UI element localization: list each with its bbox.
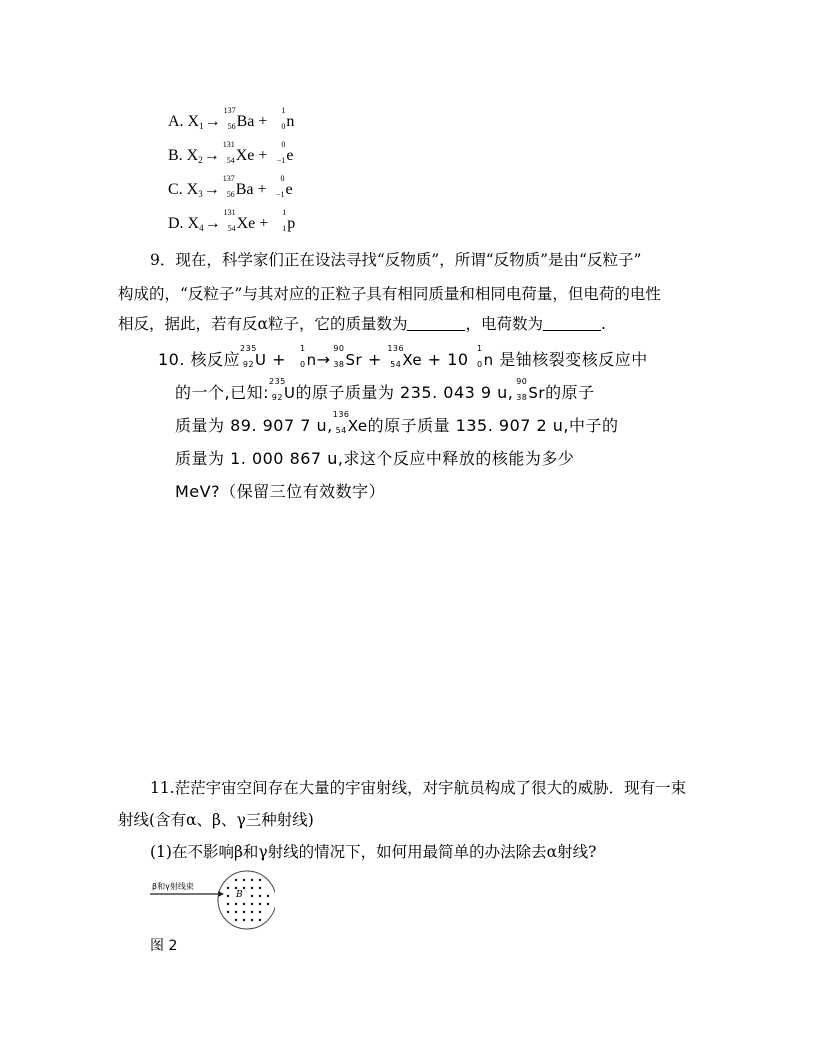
field-dot bbox=[235, 887, 237, 889]
q9-line2: 构成的，“反粒子”与其对应的正粒子具有相同质量和相同电荷量，但电荷的电性 bbox=[118, 285, 661, 303]
option-c: C. X3→ 137 56 Ba + 0 −1 e bbox=[168, 174, 293, 199]
field-dot bbox=[259, 887, 261, 889]
field-dot bbox=[227, 895, 229, 897]
option-a: A. X1→ 137 56 Ba + 1 0 n bbox=[168, 106, 295, 131]
field-dot bbox=[259, 919, 261, 921]
field-region-circle bbox=[218, 871, 275, 929]
field-dot bbox=[243, 911, 245, 913]
field-dot bbox=[227, 911, 229, 913]
q9-line3: 相反，据此，若有反α粒子，它的质量数为 ，电荷数为 . bbox=[118, 315, 606, 333]
beam-label: β和γ射线束 bbox=[152, 882, 194, 891]
q10-line3: 质量为 89. 907 7 u, 136 54 Xe的原子质量 135. 907 2 u,中子的 bbox=[175, 410, 619, 435]
field-dot bbox=[259, 911, 261, 913]
beam-arrow-icon bbox=[218, 891, 224, 897]
field-dot bbox=[251, 887, 253, 889]
field-dot bbox=[235, 919, 237, 921]
charge-number-blank[interactable] bbox=[543, 316, 601, 331]
field-dot bbox=[235, 879, 237, 881]
field-dot bbox=[267, 903, 269, 905]
field-dot bbox=[259, 895, 261, 897]
q9-line1: 9．现在，科学家们正在设法寻找“反物质”，所谓“反物质”是由“反粒子” bbox=[150, 251, 642, 269]
field-dot bbox=[267, 895, 269, 897]
q11-line3: (1)在不影响β和γ射线的情况下，如何用最简单的办法除去α射线? bbox=[150, 843, 597, 861]
field-dot bbox=[251, 911, 253, 913]
field-dot bbox=[251, 903, 253, 905]
magnetic-field-figure bbox=[150, 868, 275, 932]
field-dot bbox=[259, 879, 261, 881]
field-dot bbox=[243, 903, 245, 905]
field-dot bbox=[251, 919, 253, 921]
field-dot bbox=[259, 903, 261, 905]
q10-line5: MeV?（保留三位有效数字） bbox=[175, 482, 386, 501]
field-dot bbox=[251, 879, 253, 881]
figure-caption: 图 2 bbox=[150, 938, 178, 954]
q10-line1: 10. 核反应 235 92 U + 1 0 n→ 90 38 Sr + 136 54 Xe + 10 1 0 n 是铀核裂变核反应中 bbox=[158, 344, 648, 369]
field-dot bbox=[227, 887, 229, 889]
field-dot bbox=[243, 919, 245, 921]
field-dot bbox=[235, 903, 237, 905]
option-d: D. X4→ 131 54 Xe + 1 1 p bbox=[168, 208, 296, 233]
q10-line2: 的一个,已知: 235 92 U的原子质量为 235. 043 9 u, 90 38 Sr的原子 bbox=[175, 377, 595, 402]
field-dot bbox=[243, 887, 245, 889]
field-b-label: B bbox=[236, 890, 243, 900]
field-dot bbox=[243, 879, 245, 881]
q11-line2: 射线(含有α、β、γ三种射线) bbox=[118, 811, 314, 829]
field-dot bbox=[251, 895, 253, 897]
mass-number-blank[interactable] bbox=[407, 316, 465, 331]
field-dots bbox=[227, 879, 269, 921]
option-b: B. X2→ 131 54 Xe + 0 −1 e bbox=[168, 140, 294, 165]
q11-line1: 11.茫茫宇宙空间存在大量的宇宙射线，对宇航员构成了很大的威胁．现有一束 bbox=[150, 779, 687, 797]
q10-line4: 质量为 1. 000 867 u,求这个反应中释放的核能为多少 bbox=[175, 449, 575, 468]
field-dot bbox=[235, 911, 237, 913]
field-dot bbox=[227, 903, 229, 905]
